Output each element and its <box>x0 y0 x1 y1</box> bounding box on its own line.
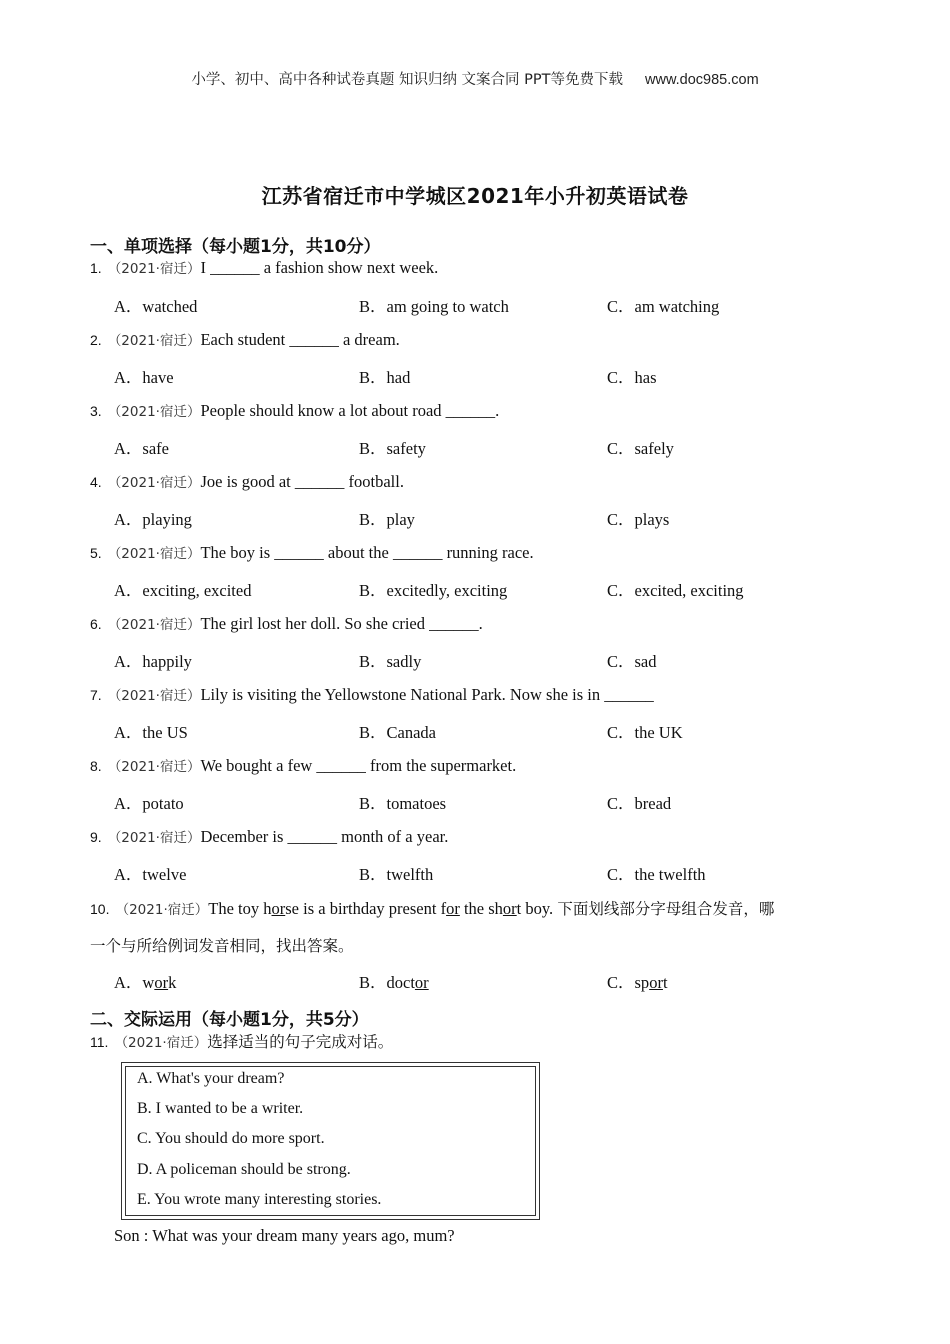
question-number: 10. <box>90 901 110 917</box>
option-c: C．sad <box>607 652 657 671</box>
section-2-title: 二、交际运用（每小题1分，共5分） <box>90 1010 369 1030</box>
option-c: C．safely <box>607 439 674 458</box>
option-c: C．am watching <box>607 297 720 316</box>
choice-sentence-a: A. What's your dream? <box>137 1070 285 1087</box>
question-3 <box>90 400 499 421</box>
question-source: （2021·宿迁） <box>107 617 201 633</box>
question-9 <box>90 826 448 847</box>
option-b: B．sadly <box>359 652 422 671</box>
underlined-letters: or <box>154 973 169 992</box>
question-4 <box>90 471 404 492</box>
question-number: 7. <box>90 687 102 703</box>
dialog-line-1: Son : What was your dream many years ago, mum? <box>114 1226 455 1245</box>
question-10 <box>90 897 774 919</box>
option-text: k <box>168 973 177 992</box>
question-source: （2021·宿迁） <box>107 261 201 277</box>
question-text: 选择适当的句子完成对话。 <box>207 1033 394 1051</box>
question-text: People should know a lot about road ______. <box>200 401 500 420</box>
sentence-choice-box-inner <box>125 1066 536 1216</box>
underlined-letters: or <box>271 899 286 918</box>
question-source: （2021·宿迁） <box>107 830 201 846</box>
question-text-part: se is a birthday present f <box>285 899 447 918</box>
option-b: B．play <box>359 510 415 529</box>
option-c: C．excited, exciting <box>607 581 744 600</box>
choice-sentence-e: E. You wrote many interesting stories. <box>137 1191 382 1208</box>
question-source: （2021·宿迁） <box>107 546 201 562</box>
option-a: A．potato <box>114 794 184 813</box>
question-source: （2021·宿迁） <box>114 1035 208 1051</box>
question-number: 4. <box>90 474 102 490</box>
option-a: A．safe <box>114 439 169 458</box>
question-6 <box>90 613 483 634</box>
section-1-title: 一、单项选择（每小题1分，共10分） <box>90 237 381 257</box>
sentence-choice-box <box>121 1062 540 1220</box>
underlined-letters: or <box>649 973 663 992</box>
question-number: 1. <box>90 260 102 276</box>
underlined-letters: or <box>446 899 460 918</box>
question-instruction-cont: 一个与所给例词发音相同，找出答案。 <box>90 937 354 955</box>
question-2 <box>90 329 400 350</box>
question-number: 3. <box>90 403 102 419</box>
option-a: A．playing <box>114 510 192 529</box>
option-a: A．the US <box>114 723 188 742</box>
option-c: C．bread <box>607 794 672 813</box>
header-site: www.doc985.com <box>645 72 759 88</box>
option-a: A．watched <box>114 297 198 316</box>
option-b: B．safety <box>359 439 426 458</box>
question-text: Lily is visiting the Yellowstone National Park. Now she is in ______ <box>200 685 654 704</box>
question-source: （2021·宿迁） <box>107 759 201 775</box>
option-c: C．plays <box>607 510 670 529</box>
question-11 <box>90 1030 393 1052</box>
question-source: （2021·宿迁） <box>107 475 201 491</box>
question-text: Joe is good at ______ football. <box>200 472 404 491</box>
option-a: A．have <box>114 368 174 387</box>
option-b: B．excitedly, exciting <box>359 581 508 600</box>
option-c <box>607 969 668 993</box>
option-b: B．Canada <box>359 723 436 742</box>
question-8 <box>90 755 516 776</box>
header-text: 小学、初中、高中各种试卷真题 知识归纳 文案合同 PPT等免费下载 <box>191 72 624 88</box>
question-number: 5. <box>90 545 102 561</box>
underlined-letters: or <box>414 973 429 992</box>
question-number: 2. <box>90 332 102 348</box>
question-text: The boy is ______ about the ______ running race. <box>200 543 534 562</box>
underlined-letters: or <box>502 899 517 918</box>
option-b: B．had <box>359 368 411 387</box>
question-7 <box>90 684 654 705</box>
option-text: C．sp <box>607 973 650 992</box>
question-number: 9. <box>90 829 102 845</box>
question-1 <box>90 257 438 278</box>
question-text-part: t boy. <box>516 899 558 918</box>
page-title: 江苏省宿迁市中学城区2021年小升初英语试卷 <box>261 184 689 208</box>
question-source: （2021·宿迁） <box>107 688 201 704</box>
option-c: C．the UK <box>607 723 683 742</box>
question-5 <box>90 542 534 563</box>
question-text: December is ______ month of a year. <box>200 827 449 846</box>
option-b <box>359 969 429 993</box>
choice-sentence-b: B. I wanted to be a writer. <box>137 1100 304 1117</box>
option-b: B．tomatoes <box>359 794 447 813</box>
question-text: The girl lost her doll. So she cried ______. <box>200 614 483 633</box>
question-source: （2021·宿迁） <box>115 902 209 918</box>
question-number: 6. <box>90 616 102 632</box>
option-a: A．exciting, excited <box>114 581 252 600</box>
option-c: C．the twelfth <box>607 865 706 884</box>
option-a: A．twelve <box>114 865 187 884</box>
option-a <box>114 969 176 993</box>
question-text: I ______ a fashion show next week. <box>200 258 439 277</box>
option-text: A．w <box>114 973 155 992</box>
question-source: （2021·宿迁） <box>107 404 201 420</box>
page-header <box>0 68 950 89</box>
option-text: B．doct <box>359 973 415 992</box>
question-number: 8. <box>90 758 102 774</box>
choice-sentence-c: C. You should do more sport. <box>137 1130 325 1147</box>
question-text: Each student ______ a dream. <box>200 330 400 349</box>
option-text: t <box>662 973 668 992</box>
option-b: B．am going to watch <box>359 297 509 316</box>
choice-sentence-d: D. A policeman should be strong. <box>137 1161 351 1178</box>
question-instruction: 下面划线部分字母组合发音，哪 <box>557 900 775 918</box>
question-text-part: the sh <box>459 899 503 918</box>
question-text-part: The toy h <box>208 899 272 918</box>
option-c: C．has <box>607 368 657 387</box>
question-number: 11. <box>90 1034 109 1050</box>
question-text: We bought a few ______ from the supermarket. <box>200 756 517 775</box>
question-source: （2021·宿迁） <box>107 333 201 349</box>
option-a: A．happily <box>114 652 192 671</box>
option-b: B．twelfth <box>359 865 434 884</box>
